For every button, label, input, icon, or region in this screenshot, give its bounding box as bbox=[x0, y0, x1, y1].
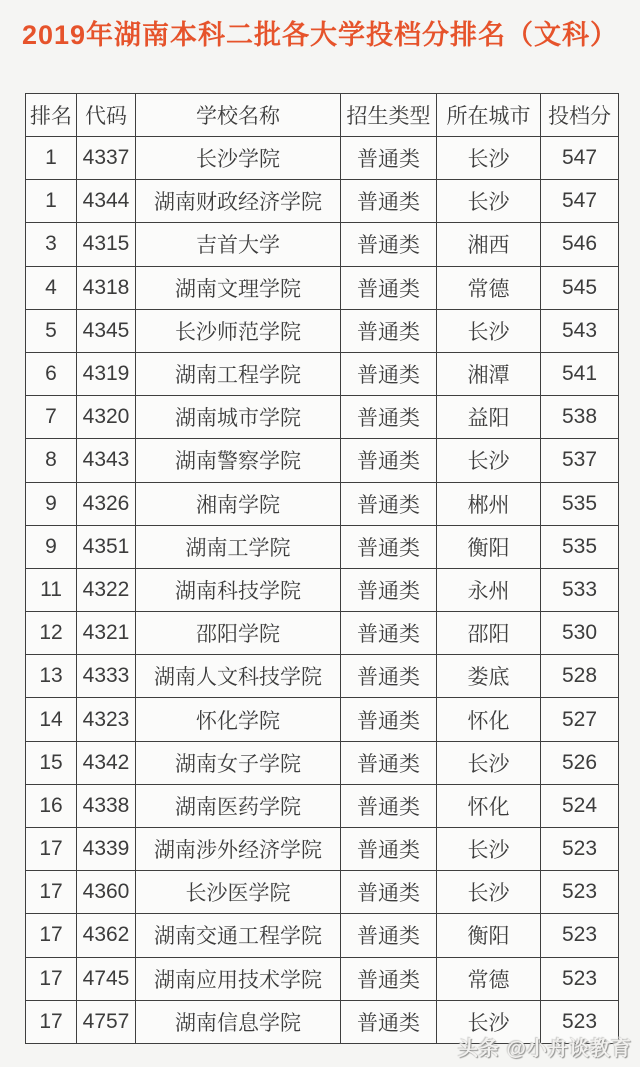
city-cell: 长沙 bbox=[437, 137, 541, 180]
table-row bbox=[26, 957, 619, 1000]
code-cell: 4320 bbox=[77, 396, 136, 439]
school-cell: 湖南文理学院 bbox=[136, 266, 341, 309]
score-cell: 543 bbox=[541, 309, 619, 352]
school-cell: 湖南警察学院 bbox=[136, 439, 341, 482]
rank-cell: 17 bbox=[26, 828, 77, 871]
city-cell: 益阳 bbox=[437, 396, 541, 439]
score-cell: 547 bbox=[541, 137, 619, 180]
score-cell: 523 bbox=[541, 957, 619, 1000]
code-cell: 4318 bbox=[77, 266, 136, 309]
school-cell: 邵阳学院 bbox=[136, 612, 341, 655]
code-cell: 4351 bbox=[77, 525, 136, 568]
score-cell: 528 bbox=[541, 655, 619, 698]
table-row bbox=[26, 1000, 619, 1043]
city-cell: 衡阳 bbox=[437, 914, 541, 957]
type-cell: 普通类 bbox=[341, 1000, 437, 1043]
school-cell: 湖南交通工程学院 bbox=[136, 914, 341, 957]
code-cell: 4337 bbox=[77, 137, 136, 180]
type-cell: 普通类 bbox=[341, 180, 437, 223]
score-cell: 538 bbox=[541, 396, 619, 439]
table-header bbox=[26, 94, 619, 137]
school-cell: 湖南信息学院 bbox=[136, 1000, 341, 1043]
code-cell: 4333 bbox=[77, 655, 136, 698]
type-cell: 普通类 bbox=[341, 957, 437, 1000]
school-cell: 湘南学院 bbox=[136, 482, 341, 525]
city-cell: 怀化 bbox=[437, 698, 541, 741]
header-city: 所在城市 bbox=[437, 94, 541, 137]
page-title: 2019年湖南本科二批各大学投档分排名（文科） bbox=[21, 20, 619, 50]
table-row bbox=[26, 871, 619, 914]
type-cell: 普通类 bbox=[341, 568, 437, 611]
type-cell: 普通类 bbox=[341, 871, 437, 914]
table-row bbox=[26, 568, 619, 611]
type-cell: 普通类 bbox=[341, 741, 437, 784]
table-row bbox=[26, 137, 619, 180]
school-cell: 湖南人文科技学院 bbox=[136, 655, 341, 698]
type-cell: 普通类 bbox=[341, 612, 437, 655]
header-score: 投档分 bbox=[541, 94, 619, 137]
header-type: 招生类型 bbox=[341, 94, 437, 137]
score-cell: 524 bbox=[541, 784, 619, 827]
city-cell: 长沙 bbox=[437, 1000, 541, 1043]
score-cell: 537 bbox=[541, 439, 619, 482]
rank-cell: 11 bbox=[26, 568, 77, 611]
city-cell: 永州 bbox=[437, 568, 541, 611]
code-cell: 4321 bbox=[77, 612, 136, 655]
code-cell: 4745 bbox=[77, 957, 136, 1000]
rank-cell: 7 bbox=[26, 396, 77, 439]
code-cell: 4338 bbox=[77, 784, 136, 827]
city-cell: 长沙 bbox=[437, 871, 541, 914]
table-row bbox=[26, 223, 619, 266]
score-cell: 523 bbox=[541, 1000, 619, 1043]
table-row bbox=[26, 180, 619, 223]
city-cell: 长沙 bbox=[437, 439, 541, 482]
rank-cell: 14 bbox=[26, 698, 77, 741]
header-school: 学校名称 bbox=[136, 94, 341, 137]
city-cell: 湘潭 bbox=[437, 352, 541, 395]
score-cell: 547 bbox=[541, 180, 619, 223]
city-cell: 长沙 bbox=[437, 180, 541, 223]
rank-cell: 15 bbox=[26, 741, 77, 784]
type-cell: 普通类 bbox=[341, 352, 437, 395]
table-body bbox=[26, 137, 619, 1044]
score-cell: 523 bbox=[541, 871, 619, 914]
score-cell: 535 bbox=[541, 525, 619, 568]
code-cell: 4343 bbox=[77, 439, 136, 482]
table-row bbox=[26, 309, 619, 352]
code-cell: 4323 bbox=[77, 698, 136, 741]
table-row bbox=[26, 396, 619, 439]
school-cell: 长沙师范学院 bbox=[136, 309, 341, 352]
rank-cell: 5 bbox=[26, 309, 77, 352]
city-cell: 常德 bbox=[437, 266, 541, 309]
rank-cell: 17 bbox=[26, 871, 77, 914]
school-cell: 湖南涉外经济学院 bbox=[136, 828, 341, 871]
score-cell: 530 bbox=[541, 612, 619, 655]
table-row bbox=[26, 525, 619, 568]
school-cell: 湖南财政经济学院 bbox=[136, 180, 341, 223]
code-cell: 4757 bbox=[77, 1000, 136, 1043]
city-cell: 衡阳 bbox=[437, 525, 541, 568]
score-cell: 523 bbox=[541, 914, 619, 957]
city-cell: 郴州 bbox=[437, 482, 541, 525]
score-cell: 526 bbox=[541, 741, 619, 784]
score-cell: 527 bbox=[541, 698, 619, 741]
rank-cell: 8 bbox=[26, 439, 77, 482]
code-cell: 4315 bbox=[77, 223, 136, 266]
table-row bbox=[26, 698, 619, 741]
school-cell: 湖南城市学院 bbox=[136, 396, 341, 439]
city-cell: 娄底 bbox=[437, 655, 541, 698]
type-cell: 普通类 bbox=[341, 828, 437, 871]
table-row bbox=[26, 612, 619, 655]
code-cell: 4360 bbox=[77, 871, 136, 914]
table-row bbox=[26, 352, 619, 395]
header-code: 代码 bbox=[77, 94, 136, 137]
city-cell: 湘西 bbox=[437, 223, 541, 266]
type-cell: 普通类 bbox=[341, 698, 437, 741]
school-cell: 湖南应用技术学院 bbox=[136, 957, 341, 1000]
table-row bbox=[26, 439, 619, 482]
table-row bbox=[26, 914, 619, 957]
table-row bbox=[26, 266, 619, 309]
table-row bbox=[26, 784, 619, 827]
city-cell: 长沙 bbox=[437, 741, 541, 784]
header-rank: 排名 bbox=[26, 94, 77, 137]
code-cell: 4342 bbox=[77, 741, 136, 784]
score-table bbox=[25, 93, 619, 1044]
score-cell: 545 bbox=[541, 266, 619, 309]
rank-cell: 17 bbox=[26, 914, 77, 957]
code-cell: 4345 bbox=[77, 309, 136, 352]
type-cell: 普通类 bbox=[341, 137, 437, 180]
rank-cell: 3 bbox=[26, 223, 77, 266]
rank-cell: 17 bbox=[26, 1000, 77, 1043]
school-cell: 湖南工学院 bbox=[136, 525, 341, 568]
rank-cell: 17 bbox=[26, 957, 77, 1000]
school-cell: 长沙学院 bbox=[136, 137, 341, 180]
table-row bbox=[26, 482, 619, 525]
type-cell: 普通类 bbox=[341, 439, 437, 482]
code-cell: 4319 bbox=[77, 352, 136, 395]
city-cell: 怀化 bbox=[437, 784, 541, 827]
school-cell: 吉首大学 bbox=[136, 223, 341, 266]
code-cell: 4322 bbox=[77, 568, 136, 611]
rank-cell: 1 bbox=[26, 137, 77, 180]
school-cell: 湖南女子学院 bbox=[136, 741, 341, 784]
city-cell: 邵阳 bbox=[437, 612, 541, 655]
score-cell: 541 bbox=[541, 352, 619, 395]
type-cell: 普通类 bbox=[341, 266, 437, 309]
school-cell: 怀化学院 bbox=[136, 698, 341, 741]
rank-cell: 9 bbox=[26, 482, 77, 525]
city-cell: 长沙 bbox=[437, 309, 541, 352]
score-cell: 533 bbox=[541, 568, 619, 611]
rank-cell: 6 bbox=[26, 352, 77, 395]
school-cell: 湖南科技学院 bbox=[136, 568, 341, 611]
type-cell: 普通类 bbox=[341, 482, 437, 525]
table-row bbox=[26, 741, 619, 784]
header-row bbox=[26, 94, 619, 137]
table-row bbox=[26, 655, 619, 698]
type-cell: 普通类 bbox=[341, 914, 437, 957]
code-cell: 4326 bbox=[77, 482, 136, 525]
score-cell: 523 bbox=[541, 828, 619, 871]
code-cell: 4339 bbox=[77, 828, 136, 871]
score-cell: 546 bbox=[541, 223, 619, 266]
rank-cell: 1 bbox=[26, 180, 77, 223]
rank-cell: 13 bbox=[26, 655, 77, 698]
rank-cell: 9 bbox=[26, 525, 77, 568]
rank-cell: 16 bbox=[26, 784, 77, 827]
code-cell: 4344 bbox=[77, 180, 136, 223]
watermark: 头条 @小舟谈教育 bbox=[457, 1038, 632, 1060]
type-cell: 普通类 bbox=[341, 396, 437, 439]
rank-cell: 4 bbox=[26, 266, 77, 309]
city-cell: 常德 bbox=[437, 957, 541, 1000]
table-row bbox=[26, 828, 619, 871]
rank-cell: 12 bbox=[26, 612, 77, 655]
type-cell: 普通类 bbox=[341, 784, 437, 827]
type-cell: 普通类 bbox=[341, 525, 437, 568]
type-cell: 普通类 bbox=[341, 655, 437, 698]
school-cell: 湖南工程学院 bbox=[136, 352, 341, 395]
score-cell: 535 bbox=[541, 482, 619, 525]
school-cell: 长沙医学院 bbox=[136, 871, 341, 914]
type-cell: 普通类 bbox=[341, 223, 437, 266]
code-cell: 4362 bbox=[77, 914, 136, 957]
school-cell: 湖南医药学院 bbox=[136, 784, 341, 827]
type-cell: 普通类 bbox=[341, 309, 437, 352]
city-cell: 长沙 bbox=[437, 828, 541, 871]
